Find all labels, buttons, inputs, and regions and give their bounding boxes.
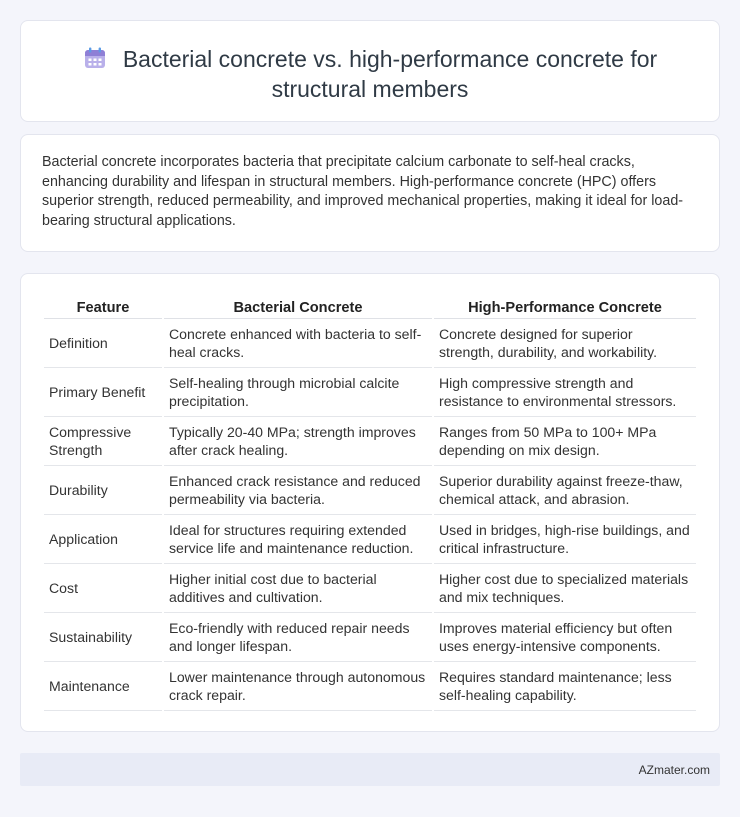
bacterial-cell: Eco-friendly with reduced repair needs and longer lifespan. xyxy=(164,613,432,662)
hpc-cell: Ranges from 50 MPa to 100+ MPa depending on mix design. xyxy=(434,417,696,466)
hpc-cell: Used in bridges, high-rise buildings, and critical infrastructure. xyxy=(434,515,696,564)
title-card xyxy=(20,20,720,122)
feature-cell: Maintenance xyxy=(44,662,162,711)
footer-site-link[interactable]: AZmater.com xyxy=(638,763,710,777)
table-row xyxy=(44,466,696,515)
bacterial-cell: Lower maintenance through autonomous crack repair. xyxy=(164,662,432,711)
footer-bar xyxy=(20,753,720,786)
table-row xyxy=(44,662,696,711)
summary-text: Bacterial concrete incorporates bacteria that precipitate calcium carbonate to self-heal cracks, enhancing durability and lifespan in structural members. High-performance concrete (HPC) offers superior strength, reduced permeability, and improved mechanical properties, making it ideal for load-bearing structural applications. xyxy=(42,154,684,229)
feature-cell: Cost xyxy=(44,564,162,613)
table-row xyxy=(44,368,696,417)
calendar-icon xyxy=(83,46,107,70)
hpc-cell: Superior durability against freeze-thaw, chemical attack, and abrasion. xyxy=(434,466,696,515)
feature-cell: Durability xyxy=(44,466,162,515)
table-row xyxy=(44,319,696,368)
bacterial-cell: Enhanced crack resistance and reduced permeability via bacteria. xyxy=(164,466,432,515)
bacterial-cell: Self-healing through microbial calcite precipitation. xyxy=(164,368,432,417)
table-row xyxy=(44,613,696,662)
header-bacterial: Bacterial Concrete xyxy=(164,294,432,319)
bacterial-cell: Typically 20-40 MPa; strength improves after crack healing. xyxy=(164,417,432,466)
bacterial-cell: Ideal for structures requiring extended service life and maintenance reduction. xyxy=(164,515,432,564)
table-row xyxy=(44,515,696,564)
hpc-cell: Concrete designed for superior strength, durability, and workability. xyxy=(434,319,696,368)
feature-cell: Compressive Strength xyxy=(44,417,162,466)
hpc-cell: Higher cost due to specialized materials and mix techniques. xyxy=(434,564,696,613)
hpc-cell: Requires standard maintenance; less self-healing capability. xyxy=(434,662,696,711)
feature-cell: Definition xyxy=(44,319,162,368)
title-text: Bacterial concrete vs. high-performance concrete for structural members xyxy=(122,46,658,102)
page-title xyxy=(61,44,679,104)
header-hpc: High-Performance Concrete xyxy=(434,294,696,319)
feature-cell: Application xyxy=(44,515,162,564)
hpc-cell: High compressive strength and resistance to environmental stressors. xyxy=(434,368,696,417)
hpc-cell: Improves material efficiency but often uses energy-intensive components. xyxy=(434,613,696,662)
summary-card xyxy=(20,134,720,252)
comparison-card xyxy=(20,273,720,732)
table-header-row xyxy=(44,294,696,319)
header-feature: Feature xyxy=(44,294,162,319)
table-row xyxy=(44,564,696,613)
bacterial-cell: Higher initial cost due to bacterial additives and cultivation. xyxy=(164,564,432,613)
feature-cell: Sustainability xyxy=(44,613,162,662)
comparison-table xyxy=(42,294,698,711)
feature-cell: Primary Benefit xyxy=(44,368,162,417)
bacterial-cell: Concrete enhanced with bacteria to self-heal cracks. xyxy=(164,319,432,368)
table-row xyxy=(44,417,696,466)
